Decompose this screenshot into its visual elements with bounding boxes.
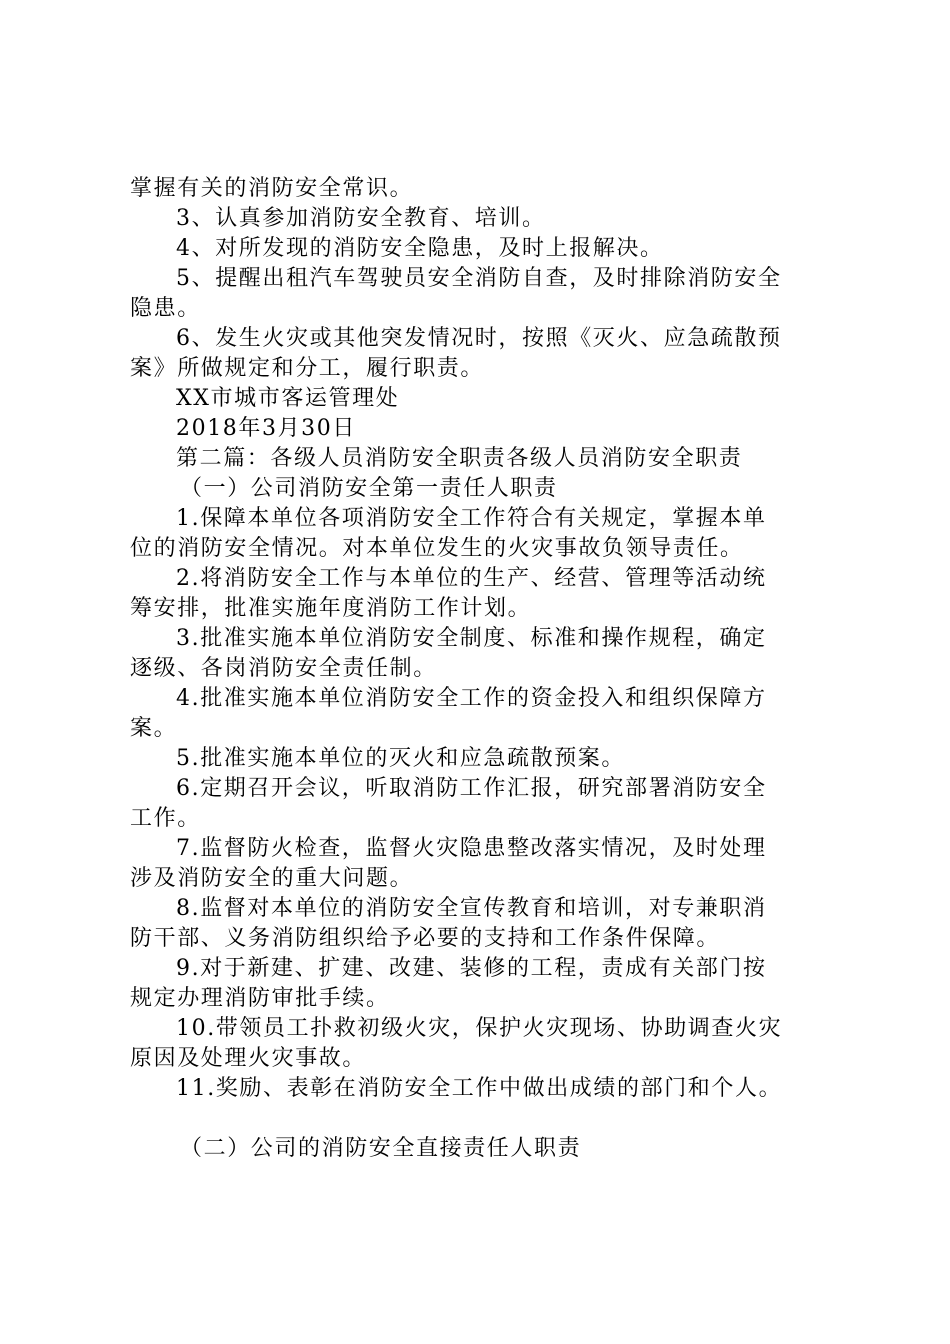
text-line: 位的消防安全情况。对本单位发生的火灾事故负领导责任。 bbox=[130, 536, 744, 561]
text-line: 5.批准实施本单位的灭火和应急疏散预案。 bbox=[176, 746, 625, 771]
text-line: 3、认真参加消防安全教育、培训。 bbox=[176, 206, 546, 231]
text-line: 逐级、各岗消防安全责任制。 bbox=[130, 656, 437, 681]
signature-organization: XX市城市客运管理处 bbox=[176, 386, 400, 411]
text-line: 10.带领员工扑救初级火灾，保护火灾现场、协助调查火灾 bbox=[176, 1016, 783, 1041]
text-line: 6.定期召开会议，听取消防工作汇报，研究部署消防安全 bbox=[176, 776, 767, 801]
text-line: 防干部、义务消防组织给予必要的支持和工作条件保障。 bbox=[130, 926, 721, 951]
text-line: 3.批准实施本单位消防安全制度、标准和操作规程，确定 bbox=[176, 626, 767, 651]
section-heading: 第二篇：各级人员消防安全职责各级人员消防安全职责 bbox=[176, 446, 743, 471]
text-line: 2.将消防安全工作与本单位的生产、经营、管理等活动统 bbox=[176, 566, 767, 591]
text-line: 工作。 bbox=[130, 806, 201, 831]
text-line: 7.监督防火检查，监督火灾隐患整改落实情况，及时处理 bbox=[176, 836, 767, 861]
text-line: 涉及消防安全的重大问题。 bbox=[130, 866, 414, 891]
text-line: 9.对于新建、扩建、改建、装修的工程，责成有关部门按 bbox=[176, 956, 767, 981]
subsection-heading: （二）公司的消防安全直接责任人职责 bbox=[180, 1136, 582, 1161]
text-line: 4.批准实施本单位消防安全工作的资金投入和组织保障方 bbox=[176, 686, 767, 711]
text-line: 掌握有关的消防安全常识。 bbox=[130, 176, 414, 201]
signature-date: 2018年3月30日 bbox=[176, 416, 356, 441]
paragraph-gap bbox=[130, 1104, 830, 1134]
text-line: 1.保障本单位各项消防安全工作符合有关规定，掌握本单 bbox=[176, 506, 767, 531]
text-line: 4、对所发现的消防安全隐患，及时上报解决。 bbox=[176, 236, 664, 261]
text-line: 案》所做规定和分工，履行职责。 bbox=[130, 356, 485, 381]
text-line: 原因及处理火灾事故。 bbox=[130, 1046, 367, 1071]
text-line: 规定办理消防审批手续。 bbox=[130, 986, 390, 1011]
text-line: 筹安排，批准实施年度消防工作计划。 bbox=[130, 596, 532, 621]
text-line: 11.奖励、表彰在消防安全工作中做出成绩的部门和个人。 bbox=[176, 1076, 783, 1101]
subsection-heading: （一）公司消防安全第一责任人职责 bbox=[180, 476, 558, 501]
text-line: 8.监督对本单位的消防安全宣传教育和培训，对专兼职消 bbox=[176, 896, 767, 921]
document-page bbox=[130, 174, 830, 1164]
text-line: 案。 bbox=[130, 716, 178, 741]
text-line: 隐患。 bbox=[130, 296, 201, 321]
text-line: 6、发生火灾或其他突发情况时，按照《灭火、应急疏散预 bbox=[176, 326, 782, 351]
text-line: 5、提醒出租汽车驾驶员安全消防自查，及时排除消防安全 bbox=[176, 266, 782, 291]
